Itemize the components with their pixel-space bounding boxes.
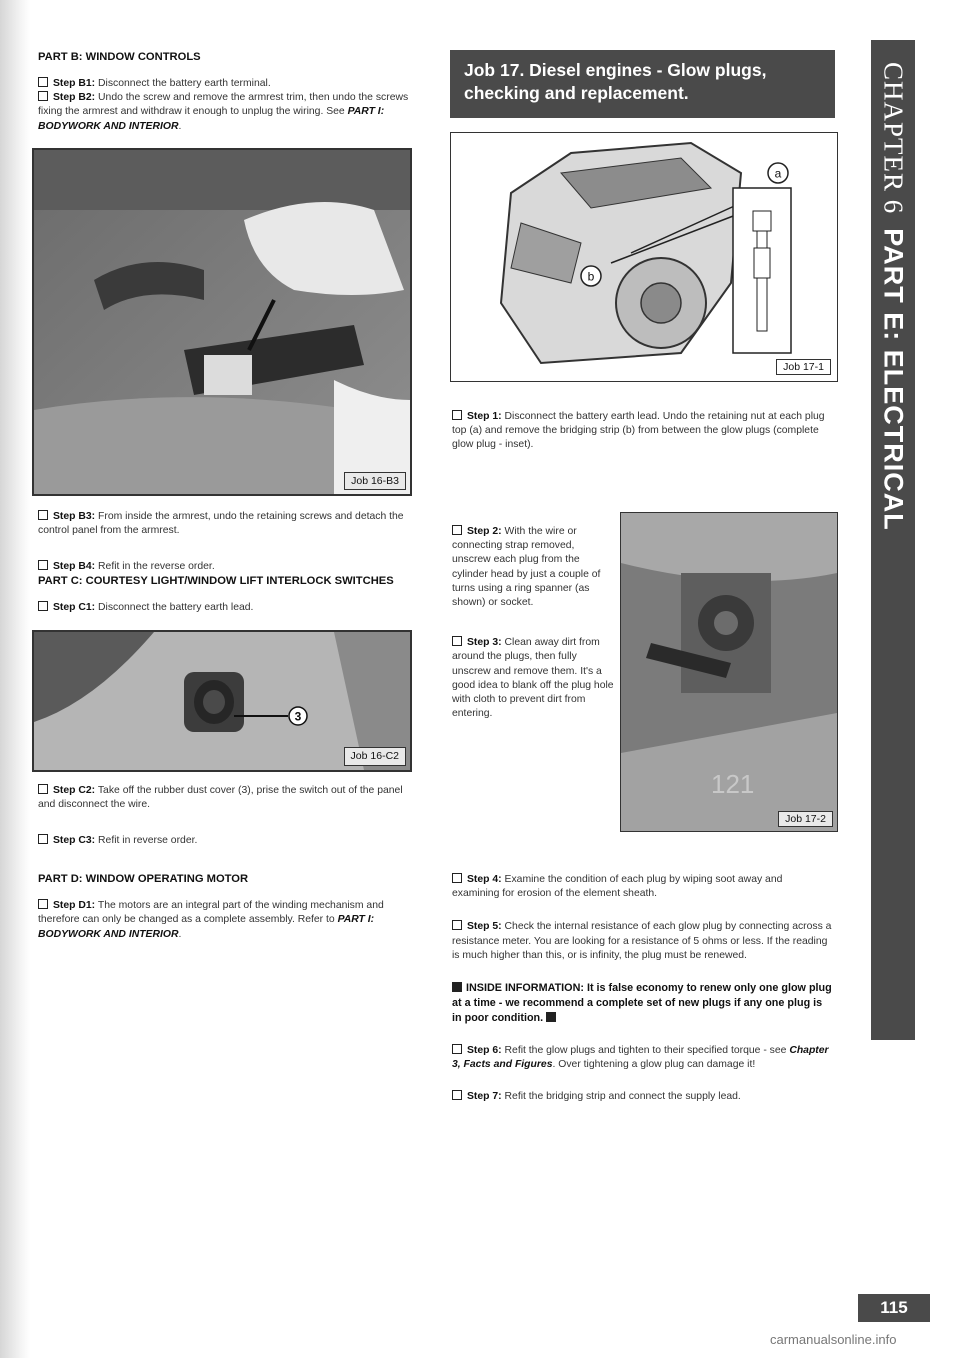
checkbox-icon bbox=[452, 1044, 462, 1054]
step-4: Step 4: Examine the condition of each plug by wiping soot away and examining for erosion of the element sheath. bbox=[452, 874, 783, 900]
step-b3: Step B3: From inside the armrest, undo the retaining screws and detach the control panel from the armrest. bbox=[38, 510, 404, 537]
right-column-bottom bbox=[452, 873, 832, 1105]
callout-a: a bbox=[774, 166, 782, 181]
figure-tag: Job 17-1 bbox=[776, 359, 831, 375]
page-number: 115 bbox=[858, 1294, 930, 1322]
figure-job-17-1 bbox=[450, 132, 838, 382]
photo-job-16-c2 bbox=[32, 630, 412, 772]
cross-reference: PART I: BODYWORK AND INTERIOR bbox=[38, 914, 375, 940]
right-column-narrow bbox=[452, 525, 614, 721]
step-d1: Step D1: The motors are an integral part of the winding mechanism and therefore can only be changed as a complete assembly. Refer to PART I: BODYWORK AND INTERIOR. bbox=[38, 900, 384, 940]
part-b-heading: PART B: WINDOW CONTROLS bbox=[38, 51, 201, 63]
checkbox-icon bbox=[452, 873, 462, 883]
step-b4: Step B4: Refit in the reverse order. bbox=[38, 560, 418, 574]
left-column bbox=[38, 50, 418, 942]
casting-mark: 121 bbox=[711, 769, 755, 799]
step-5: Step 5: Check the internal resistance of each glow plug by connecting across a resistance meter. You are looking for a resistance of 5 ohms or less. If the reading is much higher than this, or is infinity, the plug must be renewed. bbox=[452, 921, 832, 961]
engine-drawing bbox=[451, 133, 837, 381]
step-6: Step 6: Refit the glow plugs and tighten to their specified torque - see Chapter 3, Facts and Figures. Over tightening a glow plug can damage it! bbox=[452, 1045, 829, 1071]
cross-reference: Chapter 3, Facts and Figures bbox=[452, 1045, 829, 1071]
part-d-heading: PART D: WINDOW OPERATING MOTOR bbox=[38, 873, 249, 886]
photo-job-17-2 bbox=[620, 512, 838, 832]
info-icon bbox=[452, 982, 462, 992]
step-1: Step 1: Disconnect the battery earth lead. Undo the retaining nut at each plug top (a) and remove the bridging strip (b) from between the glow plugs (complete glow plug - inset). bbox=[452, 411, 825, 451]
checkbox-icon bbox=[452, 525, 462, 535]
checkbox-icon bbox=[38, 77, 48, 87]
checkbox-icon bbox=[452, 410, 462, 420]
checkbox-icon bbox=[38, 510, 48, 520]
info-icon bbox=[546, 1012, 556, 1022]
watermark: carmanualsonline.info bbox=[770, 1332, 897, 1347]
cross-reference: PART I: BODYWORK AND INTERIOR bbox=[38, 106, 385, 132]
step-c2: Step C2: Take off the rubber dust cover (3), prise the switch out of the panel and disconnect the wire. bbox=[38, 784, 403, 810]
step-7: Step 7: Refit the bridging strip and connect the supply lead. bbox=[452, 1090, 832, 1104]
callout-b: b bbox=[587, 269, 595, 284]
figure-tag: Job 17-2 bbox=[778, 811, 833, 827]
part-c-heading: PART C: COURTESY LIGHT/WINDOW LIFT INTERLOCK SWITCHES bbox=[38, 575, 394, 588]
checkbox-icon bbox=[38, 834, 48, 844]
chapter-sidebar-text: CHAPTER 6PART E: ELECTRICAL bbox=[878, 62, 909, 531]
figure-tag: Job 16-C2 bbox=[344, 747, 406, 765]
checkbox-icon bbox=[452, 636, 462, 646]
step-b1: Step B1: Disconnect the battery earth terminal. bbox=[38, 77, 418, 91]
armrest-photo-image bbox=[34, 150, 410, 494]
page-binding-shadow bbox=[0, 0, 30, 1358]
callout-3: 3 bbox=[294, 709, 302, 724]
checkbox-icon bbox=[452, 920, 462, 930]
glow-plug-photo-image bbox=[621, 513, 837, 831]
checkbox-icon bbox=[38, 601, 48, 611]
step-2: Step 2: With the wire or connecting strap removed, unscrew each plug from the cylinder head by just a couple of turns using a ring spanner (as shown) or socket. bbox=[452, 526, 601, 609]
checkbox-icon bbox=[452, 1090, 462, 1100]
step-c1: Step C1: Disconnect the battery earth lead. bbox=[38, 601, 418, 615]
inside-information-note: INSIDE INFORMATION: It is false economy to renew only one glow plug at a time - we recommend a complete set of new plugs if any one plug is in poor condition. bbox=[452, 982, 832, 1025]
checkbox-icon bbox=[38, 899, 48, 909]
checkbox-icon bbox=[38, 784, 48, 794]
step-3: Step 3: Clean away dirt from around the plugs, then fully unscrew and remove them. It's a good idea to blank off the plug hole with cloth to prevent dirt from entering. bbox=[452, 637, 614, 720]
checkbox-icon bbox=[38, 91, 48, 101]
step-b2: Step B2: Undo the screw and remove the armrest trim, then undo the screws fixing the armrest and withdraw it enough to unplug the wiring. See PART I: BODYWORK AND INTERIOR. bbox=[38, 92, 409, 132]
job-17-heading: Job 17. Diesel engines - Glow plugs, checking and replacement. bbox=[450, 50, 835, 118]
figure-tag: Job 16-B3 bbox=[344, 472, 406, 490]
right-column-top bbox=[452, 410, 832, 453]
chapter-sidebar bbox=[871, 40, 915, 1040]
photo-job-16-b3 bbox=[32, 148, 412, 496]
step-c3: Step C3: Refit in reverse order. bbox=[38, 834, 418, 848]
checkbox-icon bbox=[38, 560, 48, 570]
